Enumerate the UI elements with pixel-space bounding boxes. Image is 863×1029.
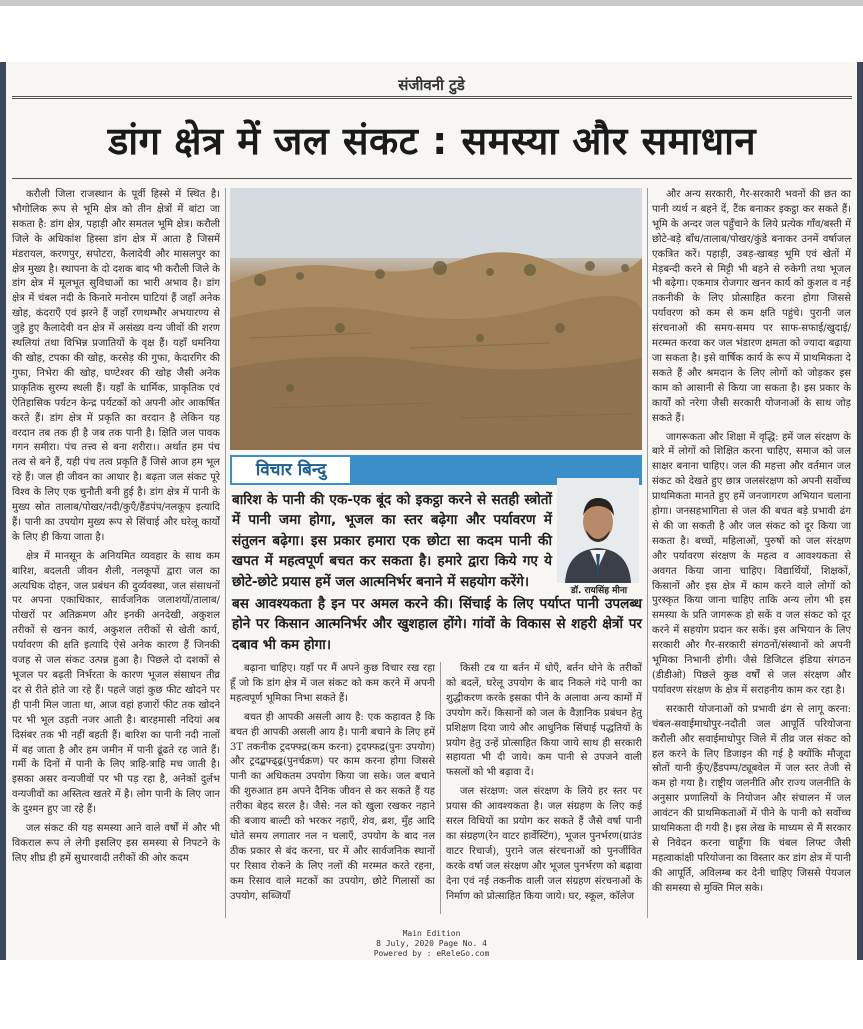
paragraph: क्षेत्र में मानसून के अनियमित व्यवहार के साथ कम बारिश, बदलती जीवन शैली, नलकूपों द्वारा जल का अत्यधिक दोहन, जल प्रबंधन की दुर्व्यवस्था, जल संसाधनों पर अपना एकाधिकार, सार्वजनिक जलाशयों/तालाब/पोखरों पर अतिक्रमण और इनकी अनदेखी, अकुशल तरीकों से खनन कार्य, अकुशल तरीकों से खेती कार्य, पर्यावरण की क्षति इत्यादि ऐसे अनेक कारण हैं जिनकी वजह से जल संकट उत्पन्न हुआ है। पिछले दो दशकों से भूजल पर बढ़ती निर्भरता के कारण भूजल संसाधन तीव्र दर से रीते होते जा रहे हैं। पहले जहां कुछ फीट खोदने पर ही पानी मिल जाता था, आज वहां हजारों फीट तक खोदने पर भी भूल उड़ती नजर आती है। बारहमासी नदियां अब दिसंबर तक भी नहीं बहती हैं। बारिश का पानी नदी नालों में बह जाता है और हम जमीन में पानी ढूंढते रह जाते हैं। गर्मी के दिनों में पानी के लिए त्राहि-त्राहि मच जाती है। इसका असर वन्यजीवों पर भी पड़ रहा है, अनेकों दुर्लभ वन्यजीवों का अस्तित्व खतरे में है। लोग पानी के लिए जान के दुश्मन हुए जा रहे हैं। xyxy=(12,550,220,816)
paragraph: जल संरक्षण: जल संरक्षण के लिये हर स्तर पर प्रयास की आवश्यकता है। जल संग्रहण के लिए कई सरल विधियों का प्रयोग कर सकते हैं जैसे वर्षा पानी का संग्रहण(रेन वाटर हार्वेस्टिंग), भूजल पुनर्भरण(ग्राउंड वाटर रिचार्ज), पुराने जल संरचनाओं को पुनर्जीवित करके वर्षा जल संरक्षण और भूजल पुनर्भरण को बढ़ावा देना एवं नई तकनीक वाली जल संग्रहण संरचनाओं के निर्माण को प्रोत्साहित किया जाये। घर, स्कूल, कॉलेज xyxy=(446,786,642,902)
left-page-edge xyxy=(0,62,6,960)
masthead: संजीवनी टुडे xyxy=(398,76,465,94)
headline: डांग क्षेत्र में जल संकट : समस्या और समाधान xyxy=(107,119,757,163)
masthead-rule-double xyxy=(12,98,852,99)
callout-text: बारिश के पानी की एक-एक बूंद को इकट्ठा करने से सतही स्त्रोतों में पानी जमा होगा, भूजल का स्तर बढ़ेगा और पर्यावरण में संतुलन बढ़ेगा। इस प्रकार हमारा एक छोटा सा कदम पानी की खपत में महत्वपूर्ण बचत कर सकता है। हमारे द्वारा किये गए ये छोटे-छोटे प्रयास हमें जल आत्मनिर्भर बनाने में सहयोग करेंगे। xyxy=(232,492,552,590)
edition-date: 8 July, 2020 Page No. 4 xyxy=(376,939,487,948)
author-name: डॉ. रायसिंह मीना xyxy=(570,586,628,596)
column-4 xyxy=(652,188,851,913)
paragraph: बढ़ाना चाहिए। यहाँ पर मैं अपने कुछ विचार रख रहा हूँ जो कि डांग क्षेत्र में जल संकट को कम करने में अपनी महत्वपूर्ण भूमिका निभा सकते हैं। xyxy=(230,663,435,704)
author-photo xyxy=(557,478,639,583)
edition-name: Main Edition xyxy=(402,929,461,938)
paragraph: जल संकट की यह समस्या आने वाले वर्षों में और भी विकराल रूप ले लेगी इसलिए इस समस्या से निपटने के लिए शीघ्र ही हमें सुधारवादी तरीकों की ओर कदम xyxy=(12,823,220,864)
author-photo-illustration xyxy=(557,478,639,583)
column-2 xyxy=(230,662,435,914)
paragraph: और अन्य सरकारी, गैर-सरकारी भवनों की छत का पानी व्यर्थ न बहने दें, टैंक बनाकर इकट्ठा कर सकते हैं। भूमि के अन्दर जल पहुँचाने के लिये प्रत्येक गाँव/बस्ती में छोटे-बड़े बाँध/तालाब/पोखर/कुंडे बनाकर उनमें वर्षाजल एकत्रित करें। पहाड़ी, उबड़-खाबड़ भूमि एवं खेतों में मेड़बन्दी करने से मिट्टी भी बहने से रुकेगी तथा भूजल भी बढ़ेगा। एकमात्र रोजगार खनन कार्य को कुशल व नई तकनीकी के लिए प्रोत्साहित करना होगा जिससे पर्यावरण को कम से कम क्षति पहुंचे। पुरानी जल संरचनाओं की समय-समय पर साफ-सफाई/खुदाई/मरम्मत करवा कर जल भंडारण क्षमता को ज्यादा बढ़ाया जा सकता है। इसे वार्षिक कार्य के रूप में प्राथमिकता दे सकते हैं और श्रमदान के लिए लोगों को जोड़कर इस काम को आसानी से किया जा सकता है। इस प्रकार के कार्यों को नरेगा जैसी सरकारी योजनाओं के साथ जोड़ सकते हैं। xyxy=(652,189,851,424)
landscape-photo-illustration xyxy=(230,188,642,450)
paragraph: सरकारी योजनाओं को प्रभावी ढंग से लागू करना: चंबल-सवाईमाधोपुर-नदौती जल आपूर्ति परियोजना करौली और सवाईमाधोपुर जिले में तीव्र जल संकट को हल करने के लिए डिजाइन की गई है क्योंकि मौजूदा स्रोतों यानी कुँए/हैंडपम्प/ट्यूबवेल में जल स्तर तेजी से कम हो गया है। राष्ट्रीय जलनीति और राज्य जलनीति के अनुसार प्रणालियों के नियोजन और संचालन में जल आवंटन की प्राथमिकताओं में पीने के पानी को सर्वोच्च प्राथमिकता दी गयी है। इस लेख के माध्यम से मैं सरकार से निवेदन करना चाहूँगा कि चंबल लिफ्ट जैसी महत्वाकांक्षी परियोजना का विस्तार कर डांग क्षेत्र में पानी की आपूर्ति, अविलम्ब कर देनी चाहिए जिससे पेयजल की समस्या से मुक्ति मिल सके। xyxy=(652,703,851,894)
paragraph: जागरूकता और शिक्षा में वृद्धि: हमें जल संरक्षण के बारे में लोगों को शिक्षित करना चाहिए, समाज को जल साक्षर बनाना चाहिए। जल की महत्ता और वर्तमान जल संकट को देखते हुए छात्र जलसंरक्षण को अपनी सर्वोच्च प्राथमिकता मानते हुए हमें जनजागरण अभियान चलाना होगा। जनसहभागिता से जल की बचत बड़े प्रभावी ढंग से की जा सकती है और जल संकट को दूर किया जा सकता है। बच्चों, महिलाओं, पुरुषों को जल संरक्षण और पर्यावरण संरक्षण के महत्व व आवश्यकता से अवगत किया जाना चाहिए। विद्यार्थियों, शिक्षकों, किसानों और इस क्षेत्र में काम करने वाले लोगों को पुरस्कृत किया जाना चाहिए ताकि अन्य लोग भी इस समस्या के प्रति जागरूक हो सकें व जल संकट को दूर करने में सहयोग प्रदान कर सकें। इस अभियान के लिए सरकारी और गैर-सरकारी संगठनों/संस्थानों को अपनी भूमिका निभानी होगी। जैसे डिजिटल इंडिया संगठन (डीडीओ) पिछले कुछ वर्षों से जल संरक्षण और पर्यावरण संरक्षण के क्षेत्र में सराहनीय काम कर रहा है। xyxy=(652,431,851,696)
paragraph: करौली जिला राजस्थान के पूर्वी हिस्से में स्थित है। भौगोलिक रूप से भूमि क्षेत्र को तीन क्षेत्रों में बांटा जा सकता है: डांग क्षेत्र, पहाड़ी और समतल भूमि क्षेत्र। करौली जिले के अधिकांश हिस्सा डांग क्षेत्र में आता है जिसमें मंडरायल, करणपुर, सपोटरा, कैलादेवी और मासलपुर का क्षेत्र मुख्य है। स्थापना के दो दशक बाद भी करौली जिले के डांग क्षेत्र में मूलभूत सुविधाओं का भारी अभाव है। डांग क्षेत्र में चंबल नदी के किनारे मनोरम घाटियां हैं जहाँ अनेक खोह, कंदराएँ एवं झरने हैं जहाँ रणथम्भौर अभयारण्य से जुड़े हुए कैलादेवी वन क्षेत्र में असंख्य वन्य जीवों की शरण स्थलियां तथा विभिन्न प्रजातियों के वृक्ष हैं। यहाँ धमनिया की खोह, टपका की खोह, करसेड़ की गुफा, केदारगिर की गुफा, निभेरा की खोह, घण्टेश्वर की खोह जैसी अनेक प्राकृतिक सुरम्य स्थली हैं। यहाँ के धार्मिक, प्राकृतिक एवं ऐतिहासिक पर्यटन केन्द्र पर्यटकों को अपनी ओर आकर्षित करते हैं। डांग क्षेत्र में प्रकृति का वरदान है लेकिन यह वरदान तब तक ही है जब तक पानी है। क्षिति जल पावक गगन समीरा। पंच तत्त्व से बना शरीरा।। अर्थात हम पंच तत्व से बने हैं, यही पंच तत्व प्रकृति हैं जिसे आज हम भूल रहे हैं। जल ही जीवन का आधार है। बढ़ता जल संकट पूरे विश्व के लिए एक चुनौती बनी हुई है। डांग क्षेत्र में पानी के मुख्य स्रोत तालाब/पोखर/नदी/कुएँ/हैंडपंप/नलकूप इत्यादि हैं। पानी का उपयोग मुख्य रूप से सिंचाई और घरेलू कार्यों के लिए ही किया जाता है। xyxy=(12,189,220,543)
column-divider xyxy=(225,188,226,918)
paragraph: बचत ही आपकी असली आय है: एक कहावत है कि बचत ही आपकी असली आय है। पानी बचाने के लिए हमें 3T तकनीक ट्रदफ्फ्द्र(कम करना) ट्रदफ्फद्र(पुनः उपयोग) और ट्रदद्बफ्ढ्ढ्र(पुनर्चक्रण) पर काम करना होगा जिससे पानी का अधिकतम उपयोग किया जा सके। जल बचाने की शुरुआत हम अपने दैनिक जीवन से कर सकते हैं यह तरीका बेहद सरल है। जैसे: नल को खुला रखकर नहाने की बजाय बाल्टी को भरकर नहाएँ, शेव, ब्रश, मुँह आदि धोते समय लगातार नल न चलाएँ, उपयोग के बाद नल ठीक प्रकार से बंद करना, घर में और सार्वजनिक स्थानों पर रिसाव रोकने के लिए नलों की मरम्मत करते रहना, कम रिसाव वाले मटकों का उपयोग, छोटे गिलासों का उपयोग, सब्जियाँ xyxy=(230,711,435,902)
opinion-banner-label: विचार बिन्दु xyxy=(230,455,352,485)
top-border xyxy=(0,0,863,6)
landscape-photo xyxy=(230,188,642,450)
edition-footer xyxy=(0,929,863,959)
column-1 xyxy=(12,188,220,913)
masthead-rule xyxy=(12,96,852,97)
paragraph: किसी टब या बर्तन में धोएँ, बर्तन धोने के तरीकों को बदलें, घरेलू उपयोग के बाद निकले गंदे पानी का शुद्धीकरण करके इसका पीने के अलावा अन्य कामों में उपयोग करें। किसानों को जल के वैज्ञानिक प्रबंधन हेतु प्रशिक्षण दिया जाये और आधुनिक सिंचाई पद्धतियों के प्रयोग हेतु उन्हें प्रोत्साहित किया जाये साथ ही सरकारी सहायता भी दी जाये। कम पानी से उपजने वाली फसलों को भी बढ़ावा दें। xyxy=(446,663,642,779)
column-divider xyxy=(440,662,441,914)
right-page-edge xyxy=(857,62,863,960)
powered-by-link[interactable]: Powered by : eReleGo.com xyxy=(373,949,490,958)
column-divider xyxy=(647,188,648,918)
column-3 xyxy=(446,662,642,914)
headline-rule xyxy=(12,178,852,179)
callout-text-continued: बस आवश्यकता है इन पर अमल करने की। सिंचाई के लिए पर्याप्त पानी उपलब्ध होने पर किसान आत्मनिर्भर और खुशहाल होंगे। गांवों के विकास से शहरी क्षेत्रों पर दबाव भी कम होगा। xyxy=(232,596,642,653)
